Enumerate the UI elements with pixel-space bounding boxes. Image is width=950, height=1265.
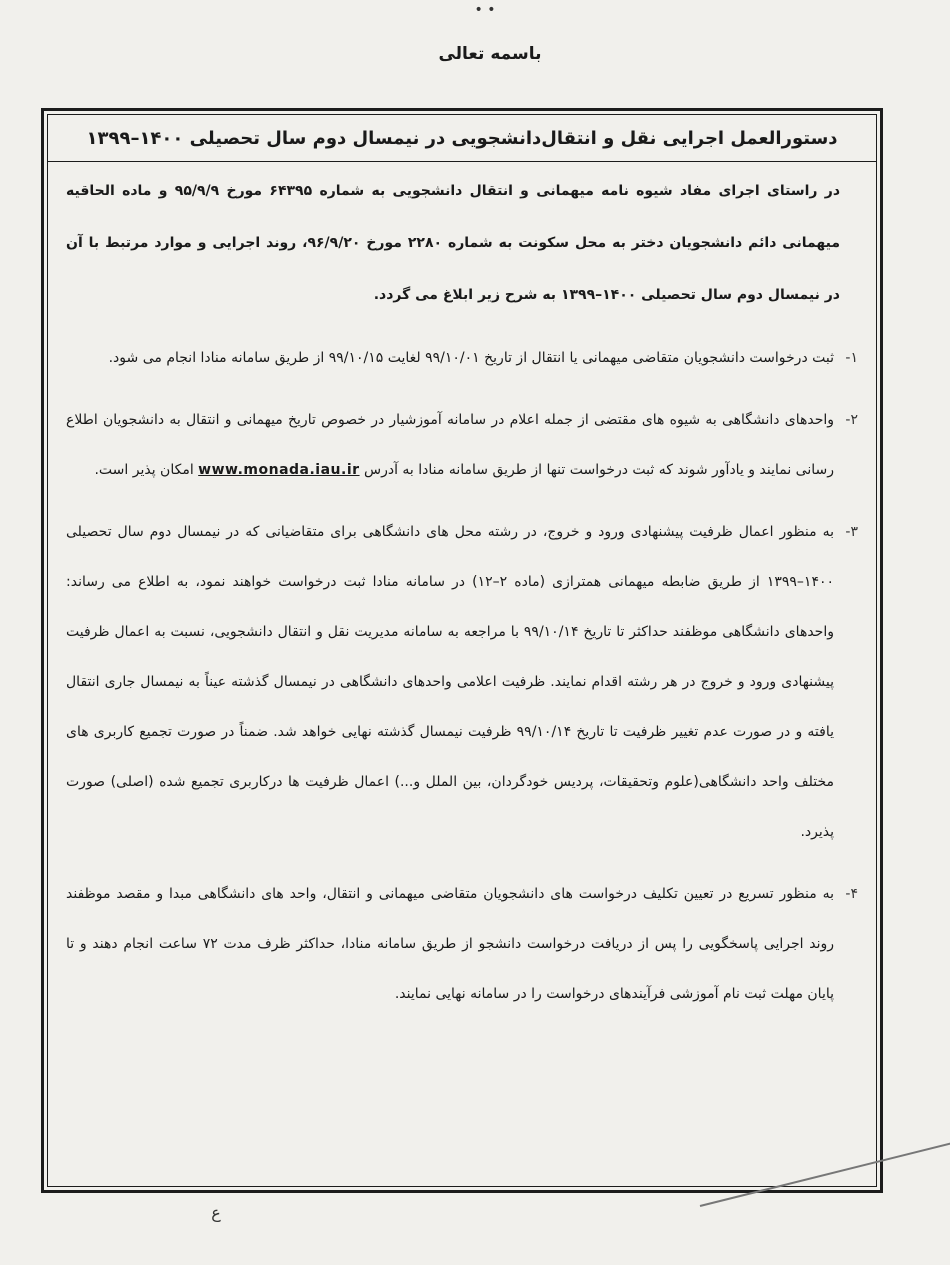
item-text: ثبت درخواست دانشجویان متقاضی میهمانی یا انتقال از تاریخ ۹۹/۱۰/۰۱ لغایت ۹۹/۱۰/۱۵ از طریق سامانه منادا انجام می شود.	[108, 350, 834, 366]
document-frame-inner	[47, 114, 877, 1187]
page-dots: • •	[474, 2, 496, 18]
item-text	[66, 395, 834, 495]
item-number: ۱-	[845, 350, 858, 366]
list-item	[66, 507, 858, 857]
bottom-page-mark: ﻉ	[211, 1203, 221, 1222]
item-text-before-link: واحدهای دانشگاهی به شیوه های مقتضی از جمله اعلام در سامانه آموزشیار در خصوص تاریخ میهمانی و انتقال به دانشجویان اطلاع رسانی نمایند و یادآور شوند که ثبت درخواست تنها از طریق سامانه منادا به آدرس	[66, 412, 834, 478]
item-text-after-link: امکان پذیر است.	[94, 462, 194, 478]
list-item	[66, 395, 858, 495]
document-frame	[41, 108, 883, 1193]
item-text: به منظور تسریع در تعیین تکلیف درخواست های دانشجویان متقاضی میهمانی و انتقال، واحد های دانشگاهی مبدا و مقصد موظفند روند اجرایی پاسخگویی را پس از دریافت درخواست دانشجو از طریق سامانه منادا، حداکثر ظرف مدت ۷۲ ساعت انجام دهند و تا پایان مهلت ثبت نام آموزشی فرآیندهای درخواست را در سامانه نهایی نمایند.	[66, 886, 835, 1002]
basmala-heading: باسمه تعالی	[438, 44, 542, 64]
item-number: ۳-	[845, 524, 858, 540]
monada-link[interactable]: www.monada.iau.ir	[198, 462, 360, 478]
item-number: ۴-	[845, 886, 858, 902]
list-item	[66, 869, 858, 1019]
item-text: به منظور اعمال ظرفیت پیشنهادی ورود و خروج، در رشته محل های دانشگاهی برای متقاضیانی که در نیمسال دوم سال تحصیلی ۱۴۰۰–۱۳۹۹ از طریق ضابطه میهمانی همترازی (ماده ۲–۱۲) در سامانه منادا ثبت درخواست خواهند نمود، به اطلاع می رساند: واحدهای دانشگاهی موظفند حداکثر تا تاریخ ۹۹/۱۰/۱۴ با مراجعه به سامانه مدیریت نقل و انتقال دانشجویی، نسبت به اعمال ظرفیت پیشنهادی ورود و خروج در هر رشته اقدام نمایند. ظرفیت اعلامی واحدهای دانشگاهی در نیمسال گذشته عیناً به نیمسال جاری انتقال یافته و در صورت عدم تغییر ظرفیت تا تاریخ ۹۹/۱۰/۱۴ ظرفیت نیمسال گذشته نهایی خواهد شد. ضمناً در صورت تجمیع کاربری های مختلف واحد دانشگاهی(علوم وتحقیقات، پردیس خودگردان، بین الملل و...) اعمال ظرفیت ها درکاربری تجمیع شده (اصلی) صورت پذیرد.	[66, 524, 834, 840]
document-content	[66, 165, 858, 1176]
list-item	[66, 333, 858, 383]
document-title: دستورالعمل اجرایی نقل و انتقال‌دانشجویی در نیمسال دوم سال تحصیلی ۱۴۰۰–۱۳۹۹	[48, 115, 876, 162]
item-number: ۲-	[845, 412, 858, 428]
intro-paragraph: در راستای اجرای مفاد شیوه نامه میهمانی و انتقال دانشجویی به شماره ۶۴۳۹۵ مورخ ۹۵/۹/۹ و ماده الحاقیه میهمانی دائم دانشجویان دختر به محل سکونت به شماره ۲۲۸۰ مورخ ۹۶/۹/۲۰، روند اجرایی و موارد مرتبط با آن در نیمسال دوم سال تحصیلی ۱۴۰۰–۱۳۹۹ به شرح زیر ابلاغ می گردد.	[66, 183, 841, 303]
